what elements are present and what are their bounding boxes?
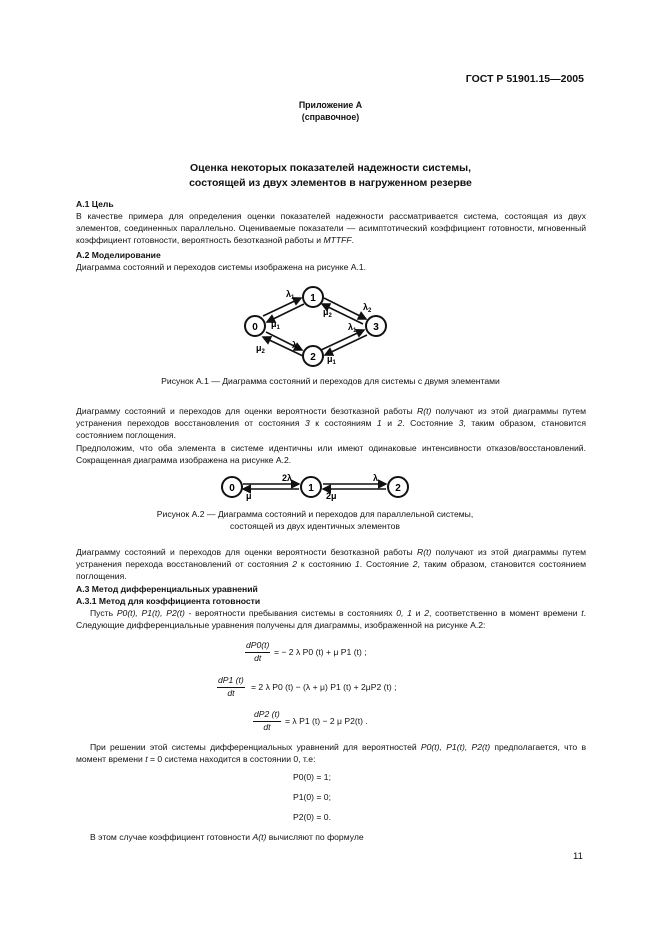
state-node-0-label: 0	[252, 322, 258, 333]
rate2-two-lambda: 2λ	[282, 473, 293, 483]
equation1-numerator: dP0(t)	[245, 640, 270, 653]
figure-a2-caption-line2: состоящей из двух идентичных элементов	[230, 520, 400, 531]
rate-mu2-3-1: $\mu_2$	[323, 307, 332, 319]
state2-node-2-label: 2	[395, 483, 401, 494]
main-title-line1: Оценка некоторых показателей надежности системы,	[189, 162, 472, 174]
mttff-term: MTTFF	[323, 234, 352, 245]
state-node-1-label: 1	[310, 293, 316, 304]
rate2-lambda: λ	[373, 473, 379, 483]
state-node-2-label: 2	[310, 352, 316, 363]
main-title-line2: состоящей из двух элементов в нагруженном резерве	[189, 176, 472, 189]
equation3-fraction	[253, 709, 281, 734]
page-number: 11	[573, 851, 583, 862]
appendix-subtitle: (справочное)	[301, 112, 360, 123]
section-a1-text: В качестве примера для определения оценки показателей надежности рассматривается система, состоящая из двух элементов, соединенных параллельно. Оцениваемые показатели — асимптотический коэффициент готовности, мгновенный коэффициент готовности, вероятность безотказной работы и	[76, 211, 586, 245]
state-node-3-label: 3	[373, 322, 379, 333]
paragraph-reliability-fig1: Диаграмму состояний и переходов для оценки вероятности безотказной работы R(t) получают из этой диаграммы путем устранения переходов восстановления от состояния 3 к состояниям 1 и 2. Состояние 3, таким образом, становится состоянием поглощения.	[76, 406, 587, 440]
document-code: ГОСТ Р 51901.15—2005	[465, 73, 584, 85]
rate-lambda2-1-3: $\lambda_2$	[363, 302, 372, 314]
figure-a2-caption	[0, 509, 630, 533]
figure-a1-diagram	[230, 280, 400, 370]
section-a1-heading: А.1 Цель	[76, 199, 114, 209]
rate-mu2-2-0: $\mu_2$	[256, 343, 265, 355]
rate-lambda1-0-1: $\lambda_1$	[286, 289, 295, 301]
section-a1-paragraph	[76, 211, 586, 247]
paragraph-reliability-fig2: Диаграмму состояний и переходов для оценки вероятности безотказной работы R(t) получают из этой диаграммы путем устранения перехода восстановлений от состояния 2 к состоянию 1. Состояние 2, таким образом, становится состоянием поглощения.	[76, 547, 586, 581]
section-a31-heading: А.3.1 Метод для коэффициента готовности	[76, 596, 261, 606]
rate2-mu: μ	[246, 491, 252, 501]
state2-node-0-label: 0	[229, 483, 235, 494]
section-a31-paragraph: Пусть P0(t), P1(t), P2(t) - вероятности пребывания системы в состояниях 0, 1 и 2, соответственно в момент времени t. Следующие дифференциальные уравнения получены для диаграммы, изображенной на рисунке А.2:	[76, 608, 586, 630]
paragraph-availability-formula: В этом случае коэффициент готовности A(t) вычисляют по формуле	[90, 832, 364, 842]
rate-mu1-1-0: $\mu_1$	[271, 319, 280, 331]
equation2-denominator: dt	[227, 687, 235, 698]
rate-lambda1-2-3: $\lambda_1$	[348, 322, 357, 334]
equation2-fraction	[217, 675, 245, 700]
figure-a2-diagram	[210, 472, 420, 502]
section-a2-heading: А.2 Моделирование	[76, 250, 161, 260]
equation3-rhs: = λ P1 (t) − 2 μ P2(t) .	[285, 716, 368, 726]
section-a1-end: .	[351, 234, 355, 245]
initial-condition-p0: P0(0) = 1;	[293, 772, 331, 782]
equation1-rhs: = − 2 λ P0 (t) + μ P1 (t) ;	[274, 647, 367, 657]
paragraph-initial-conditions: При решении этой системы дифференциальных уравнений для вероятностей P0(t), P1(t), P2(t) предполагается, что в момент времени t = 0 система находится в состоянии 0, т.е:	[76, 742, 587, 764]
rate-lambda2-0-2: $\lambda_2$	[292, 340, 301, 352]
equation2-numerator: dP1 (t)	[217, 675, 245, 688]
section-a3-heading: А.3 Метод дифференциальных уравнений	[76, 584, 258, 594]
paragraph-identical-elements: Предположим, что оба элемента в системе идентичны или имеют одинаковые интенсивности отказов/восстановлений. Сокращенная диаграмма изображена на рисунке А.2.	[76, 443, 586, 465]
figure-a2-caption-line1: Рисунок А.2 — Диаграмма состояний и переходов для параллельной системы,	[156, 509, 474, 519]
rate-mu1-3-2: $\mu_1$	[327, 354, 336, 366]
appendix-title	[0, 99, 661, 123]
equation2-rhs: = 2 λ P0 (t) − (λ + μ) P1 (t) + 2μP2 (t) ;	[251, 682, 397, 692]
section-a2-paragraph: Диаграмма состояний и переходов системы изображена на рисунке А.1.	[76, 262, 367, 272]
figure-a1-caption: Рисунок А.1 — Диаграмма состояний и переходов для системы с двумя элементами	[161, 376, 500, 386]
initial-condition-p1: P1(0) = 0;	[293, 792, 331, 802]
initial-condition-p2: P2(0) = 0.	[293, 812, 331, 822]
edge-0-to-1	[263, 298, 301, 316]
appendix-label: Приложение А	[298, 100, 363, 110]
main-title	[0, 161, 661, 190]
equation3-denominator: dt	[263, 721, 271, 732]
equation1-fraction	[245, 640, 270, 665]
state2-node-1-label: 1	[308, 483, 314, 494]
equation1-denominator: dt	[254, 652, 262, 663]
equation3-numerator: dP2 (t)	[253, 709, 281, 722]
rate2-two-mu: 2μ	[326, 491, 337, 501]
